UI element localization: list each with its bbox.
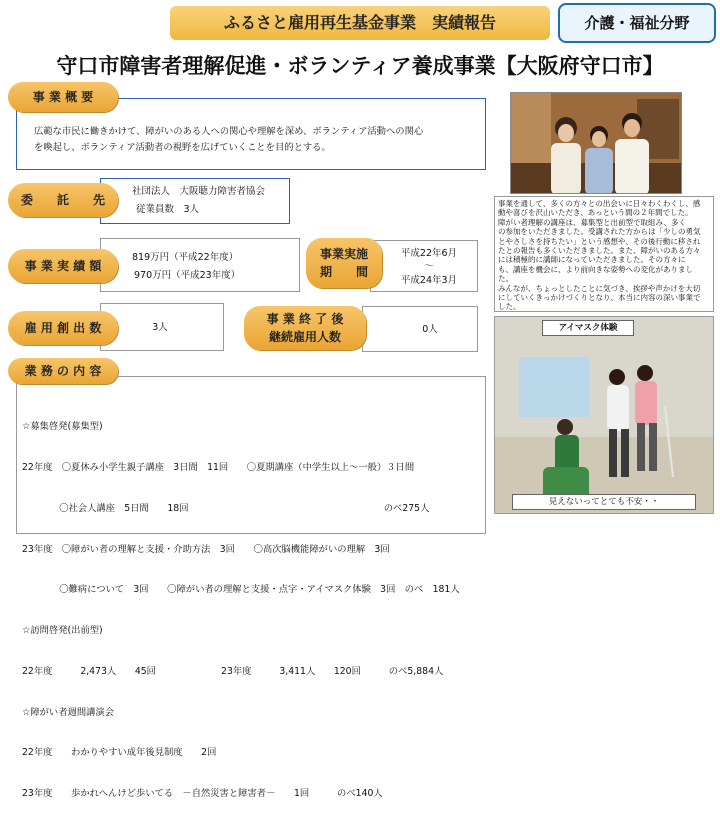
- testimonial-line-5: とやさしさを持ちたい」という感想や、その後行動に移され: [498, 236, 701, 246]
- continued-label-line1: 事 業 終 了 後: [266, 312, 344, 326]
- continued-label-line2: 継続雇用人数: [268, 330, 341, 344]
- overview-label: 事 業 概 要: [8, 82, 118, 112]
- results-label: 事 業 実 績 額: [8, 249, 118, 283]
- staff-photo-image: [511, 93, 682, 194]
- work-line-8: ☆障がい者週間講演会: [22, 706, 115, 718]
- continued-value: 0人: [422, 324, 438, 335]
- work-line-9: 22年度 わかりやすい成年後見制度 2回: [22, 747, 217, 759]
- entrusted-label: 委 託 先: [8, 183, 118, 217]
- employment-label: 雇 用 創 出 数: [8, 311, 118, 345]
- page-title: 守口市障害者理解促進・ボランティア養成事業【大阪府守口市】: [56, 54, 664, 78]
- eyemask-caption: 見えないってとても不安・・: [512, 494, 696, 510]
- testimonial-box: [494, 196, 714, 312]
- period-start: 平成22年6月: [400, 248, 458, 259]
- work-content-text: [22, 393, 484, 814]
- work-line-3: 〇社会人講座 5日間 18回 のべ275人: [22, 502, 430, 514]
- testimonial-line-11: にしていくきっかけづくりとなり、本当に内容の深い事業で: [498, 293, 701, 303]
- testimonial-line-1: 事業を通して、多くの方々との出会いに日々わくわくし、感: [498, 199, 701, 208]
- period-label: [306, 238, 382, 288]
- work-line-5: 〇難病について 3回 〇障がい者の理解と支援・点字・アイマスク体験 3回 のべ 181人: [22, 584, 460, 596]
- report-header: ふるさと雇用再生基金事業 実績報告: [170, 6, 550, 40]
- entrusted-org: 社団法人 大阪聴力障害者協会: [132, 186, 266, 197]
- testimonial-line-12: した。: [498, 302, 521, 312]
- period-label-line2: 期 間: [319, 265, 368, 279]
- period-label-line1: 事業実施: [319, 247, 368, 261]
- testimonial-line-3: 障がい者理解の講座は、募集型と出前型で取組み、多く: [498, 217, 686, 227]
- testimonial-line-2: 動や喜びを沢山いただき、あっという間の２年間でした。: [498, 208, 693, 218]
- results-box: [100, 238, 300, 292]
- category-badge: 介護・福祉分野: [558, 3, 716, 43]
- eyemask-panel: [494, 316, 714, 514]
- work-content-label: 業 務 の 内 容: [8, 358, 118, 384]
- testimonial-line-10: みんなが、ちょっとしたことに気づき、挨拶や声かけを大切: [498, 283, 701, 293]
- overview-text-2: を喚起し、ボランティア活動者の視野を広げていくことを目的とする。: [34, 142, 331, 153]
- testimonial-line-8: も、講座を機会に、より前向きな姿勢への変化がありまし: [498, 264, 693, 274]
- testimonial-line-7: には積極的に講師になっていただきました。その方々に: [498, 255, 686, 265]
- overview-text-1: 広範な市民に働きかけて、障がいのある人への関心や理解を深め、ボランティア活動への関心: [34, 126, 424, 137]
- testimonial-line-9: た。: [498, 274, 513, 284]
- period-tilde: ～: [424, 261, 434, 272]
- results-amount-22: 819万円（平成22年度）: [132, 252, 239, 263]
- eyemask-photo-image: [495, 317, 714, 514]
- work-line-10: 23年度 歩かれへんけど歩いてる －自然災害と障害者－ 1回 のべ140人: [22, 788, 383, 800]
- testimonial-line-4: の参加をいただきました。受講された方からは「少しの勇気: [498, 227, 701, 237]
- results-amount-23: 970万円（平成23年度）: [134, 270, 241, 281]
- continued-label: [244, 306, 366, 350]
- staff-photo: [510, 92, 682, 194]
- work-line-6: ☆訪問啓発(出前型): [22, 625, 103, 637]
- testimonial-line-6: たとの報告も多くいただきました。また、障がいのある方々: [498, 246, 701, 256]
- entrusted-staff: 従業員数 3人: [136, 204, 200, 215]
- period-end: 平成24年3月: [400, 275, 458, 286]
- employment-value: 3人: [152, 322, 168, 333]
- work-line-7: 22年度 2,473人 45回 23年度 3,411人 120回 のべ5,884人: [22, 665, 444, 677]
- work-line-4: 23年度 〇障がい者の理解と支援・介助方法 3回 〇高次脳機能障がいの理解 3回: [22, 543, 390, 555]
- work-line-2: 22年度 〇夏休み小学生親子講座 3日間 11回 〇夏期講座（中学生以上～一般）３日間: [22, 461, 415, 473]
- work-line-1: ☆募集啓発(募集型): [22, 421, 103, 433]
- eyemask-label: アイマスク体験: [542, 320, 634, 336]
